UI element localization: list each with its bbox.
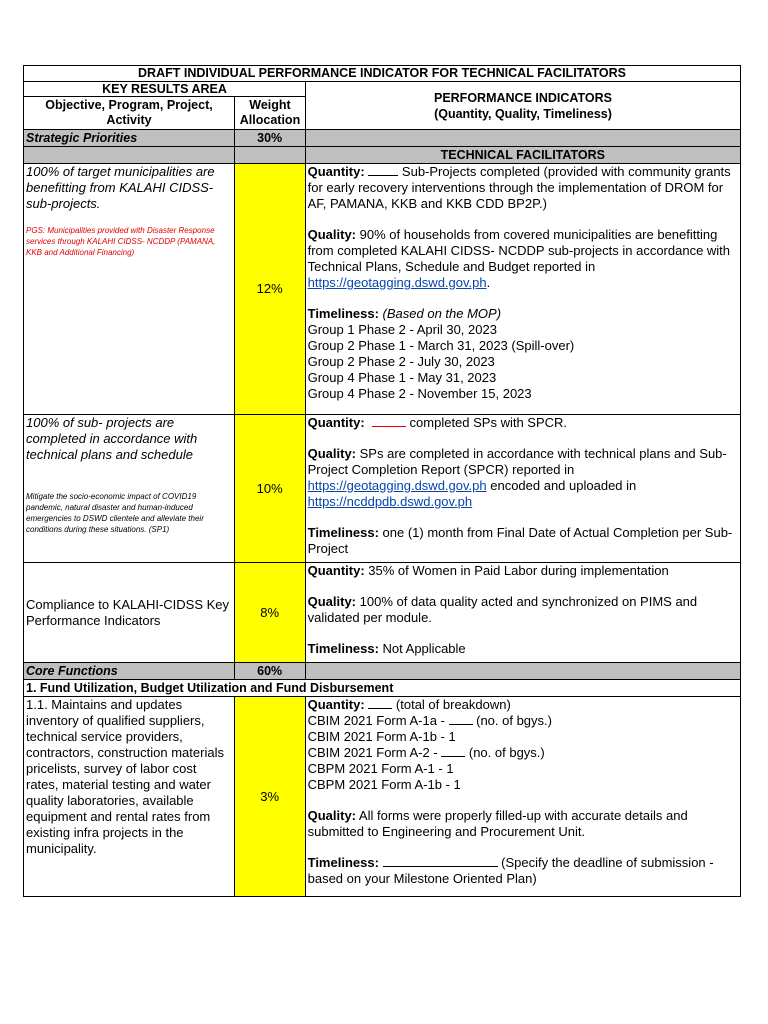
sp2-quality [308,446,738,510]
geotagging-link[interactable]: https://geotagging.dswd.gov.ph [307,275,487,290]
document-title: DRAFT INDIVIDUAL PERFORMANCE INDICATOR FOR TECHNICAL FACILITATORS [24,66,741,82]
sp2-quality-text: SPs are completed in accordance with technical plans and Sub-Project Completion Report (SPCR) reported in [307,446,727,477]
quantity-label: Quantity: [307,563,365,578]
sp3-indicators [306,563,741,663]
pi-subtitle: (Quantity, Quality, Timeliness) [434,106,612,121]
objective-header: Objective, Program, Project, Activity [24,97,235,130]
cf1-row [23,697,741,897]
sp2-quality-mid: encoded and uploaded in [490,478,637,493]
strategic-priorities-label: Strategic Priorities [24,130,235,147]
section1-row [23,680,741,697]
performance-indicator-table [23,65,741,897]
sp1-timeliness-note: (Based on the MOP) [382,306,502,321]
quantity-label: Quantity: [307,164,365,179]
sp2-quantity-text: completed SPs with SPCR. [409,415,568,430]
form-suffix: (no. of bgys.) [465,745,545,760]
cf1-objective: 1.1. Maintains and updates inventory of qualified suppliers, technical service providers, contractors, construction materials pricelists, survey of labor cost rates, material testing and water quality laboratories, available equipment and rental rates from existing infra projects in the municipality. [24,697,235,897]
cf1-weight: 3% [235,697,306,897]
sp3-timeliness-text: Not Applicable [382,641,466,656]
tf-blank-2 [235,147,306,164]
sp3-quantity-text: 35% of Women in Paid Labor during implementation [368,563,669,578]
geotagging-link[interactable]: https://geotagging.dswd.gov.ph [307,478,487,493]
blank-line [368,697,392,709]
cf1-timeliness [308,855,738,887]
sp2-quantity [308,415,738,431]
strategic-priorities-row [23,130,741,147]
sp3-objective: Compliance to KALAHI-CIDSS Key Performance Indicators [24,563,235,663]
cf1-form-item [308,713,738,729]
kra-header: KEY RESULTS AREA [24,82,306,97]
form-name: CBIM 2021 Form A-1b - 1 [307,729,456,744]
cf1-quantity-text: (total of breakdown) [395,697,511,712]
blank-line [449,713,473,725]
sp1-schedule-item: Group 4 Phase 2 - November 15, 2023 [307,386,532,401]
sp3-quality [308,594,738,626]
quality-label: Quality: [307,227,357,242]
sp1-timeliness [308,306,738,322]
blank-line [383,855,498,867]
sp2-timeliness-text: one (1) month from Final Date of Actual Completion per Sub-Project [307,525,733,556]
quality-label: Quality: [307,808,357,823]
header-left [24,82,306,130]
sp3-quality-text: 100% of data quality acted and synchronized on PIMS and validated per module. [307,594,698,625]
sp2-indicators [306,415,741,563]
cf1-form-item [308,729,738,745]
core-functions-label: Core Functions [24,663,235,680]
strategic-priorities-blank [306,130,741,147]
sp1-indicators [306,164,741,415]
strategic-priorities-weight: 30% [235,130,306,147]
technical-facilitators-header: TECHNICAL FACILITATORS [306,147,741,164]
blank-line [368,164,398,176]
section1-title: 1. Fund Utilization, Budget Utilization and Fund Disbursement [24,680,741,697]
sp1-objective: 100% of target municipalities are benefitting from KALAHI CIDSS-sub-projects. [26,164,215,211]
sp1-quality [308,227,738,291]
sp3-timeliness [308,641,738,657]
blank-line [441,745,465,757]
sp2-note: Mitigate the socio-economic impact of COVID19 pandemic, natural disaster and human-induced emergencies to DSWD clientele and alleviate their conditions during these situations. (SP1) [26,492,204,534]
quantity-label: Quantity: [307,697,365,712]
sp2-row [23,415,741,563]
header-subrow [24,97,306,130]
core-functions-weight: 60% [235,663,306,680]
sp2-objective: 100% of sub- projects are completed in accordance with technical plans and schedule [26,415,198,462]
core-functions-row [23,663,741,680]
weight-header: Weight Allocation [235,97,306,130]
form-suffix: (no. of bgys.) [472,713,552,728]
blank-line [372,415,406,427]
cf1-form-item [308,745,738,761]
sp1-schedule-item: Group 2 Phase 1 - March 31, 2023 (Spill-over) [307,338,575,353]
sp1-schedule-item: Group 1 Phase 2 - April 30, 2023 [307,322,497,337]
sp1-objective-cell [24,164,235,415]
period: . [486,275,491,290]
quantity-label: Quantity: [307,415,365,430]
cf1-quality-text: All forms were properly filled-up with accurate details and submitted to Engineering and Procurement Unit. [307,808,688,839]
tf-blank-1 [24,147,235,164]
sp3-weight: 8% [235,563,306,663]
quality-label: Quality: [307,446,357,461]
sp1-quantity [308,164,738,212]
sp1-quality-text: 90% of households from covered municipalities are benefitting from completed KALAHI CIDSS- NCDDP sub-projects in accordance with Technical Plans, Schedule and Budget reported in [307,227,731,274]
timeliness-label: Timeliness: [307,306,379,321]
sp2-weight: 10% [235,415,306,563]
form-name: CBPM 2021 Form A-1 - 1 [307,761,454,776]
sp1-note: PGS: Municipalities provided with Disaster Response services through KALAHI CIDSS- NCDDP (PAMANA, KKB and Additional Financing) [26,226,216,257]
cf1-indicators [306,697,741,897]
sp2-timeliness [308,525,738,557]
header-row [23,82,741,130]
timeliness-label: Timeliness: [307,855,379,870]
sp1-schedule-item: Group 2 Phase 2 - July 30, 2023 [307,354,495,369]
sp1-quantity-text: Sub-Projects completed (provided with community grants for early recovery interventions through the implementation of DROM for AF, PAMANA, KKB and KKB CDD BP2P.) [307,164,731,211]
tf-header-row [23,147,741,164]
timeliness-label: Timeliness: [307,525,379,540]
ncddpdb-link[interactable]: https://ncddpdb.dswd.gov.ph [307,494,473,509]
cf1-quality [308,808,738,840]
cf1-quantity [308,697,738,713]
cf1-form-item [308,777,738,793]
sp1-weight: 12% [235,164,306,415]
form-name: CBPM 2021 Form A-1b - 1 [307,777,461,792]
cf1-timeliness-text: (Specify the deadline of submission - based on your Milestone Oriented Plan) [307,855,714,886]
sp1-schedule-item: Group 4 Phase 1 - May 31, 2023 [307,370,497,385]
sp3-quantity [308,563,738,579]
sp2-objective-cell [24,415,235,563]
sp1-row [23,164,741,415]
title-row [23,65,741,82]
form-name: CBIM 2021 Form A-1a - [307,713,449,728]
quality-label: Quality: [307,594,357,609]
form-name: CBIM 2021 Form A-2 - [307,745,442,760]
pi-title: PERFORMANCE INDICATORS [433,90,612,105]
performance-indicators-header [306,82,741,130]
core-functions-blank [306,663,741,680]
cf1-form-item [308,761,738,777]
timeliness-label: Timeliness: [307,641,379,656]
sp3-row [23,563,741,663]
